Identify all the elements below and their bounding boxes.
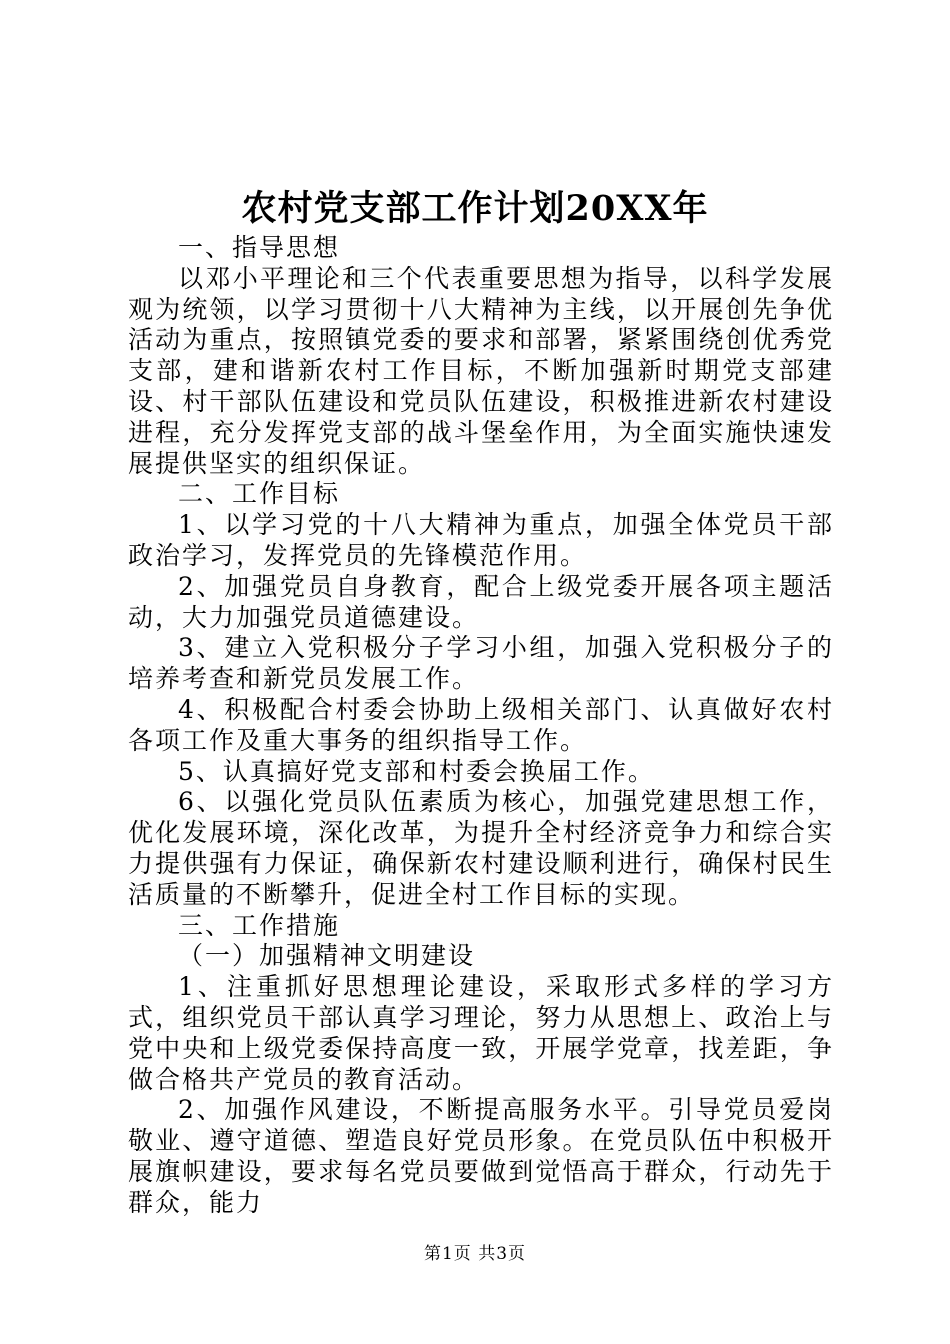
list-item: 6、以强化党员队伍素质为核心，加强党建思想工作，优化发展环境，深化改革，为提升全村经济竞争力和综合实力提供强有力保证，确保新农村建设顺利进行，确保村民生活质量的不断攀升，促进全村工作目标的实现。 bbox=[128, 787, 834, 909]
section-heading: 一、指导思想 bbox=[178, 233, 341, 262]
list-item: 3、建立入党积极分子学习小组，加强入党积极分子的培养考查和新党员发展工作。 bbox=[128, 633, 834, 694]
section-heading: 二、工作目标 bbox=[178, 479, 341, 509]
section-heading: 三、工作措施 bbox=[178, 910, 341, 940]
subsection-heading: （一）加强精神文明建设 bbox=[178, 941, 476, 971]
page-footer: 第1页 共3页 bbox=[423, 1244, 527, 1264]
paragraph: 以邓小平理论和三个代表重要思想为指导，以科学发展观为统领，以学习贯彻十八大精神为主线，以开展创先争优活动为重点，按照镇党委的要求和部署，紧紧围绕创优秀党支部，建和谐新农村工作目标，不断加强新时期党支部建设、村干部队伍建设和党员队伍建设，积极推进新农村建设进程，充分发挥党支部的战斗堡垒作用，为全面实施快速发展提供坚实的组织保证。 bbox=[128, 263, 834, 478]
list-item: 2、加强党员自身教育，配合上级党委开展各项主题活动，大力加强党员道德建设。 bbox=[128, 571, 834, 632]
list-item: 4、积极配合村委会协助上级相关部门、认真做好农村各项工作及重大事务的组织指导工作。 bbox=[128, 694, 834, 755]
document-title: 农村党支部工作计划20XX年 bbox=[241, 188, 709, 229]
list-item: 5、认真搞好党支部和村委会换届工作。 bbox=[178, 756, 655, 786]
list-item: 1、注重抓好思想理论建设，采取形式多样的学习方式，组织党员干部认真学习理论，努力从思想上、政治上与党中央和上级党委保持高度一致，开展学党章，找差距，争做合格共产党员的教育活动。 bbox=[128, 972, 834, 1094]
list-item: 2、加强作风建设，不断提高服务水平。引导党员爱岗敬业、遵守道德、塑造良好党员形象。在党员队伍中积极开展旗帜建设，要求每名党员要做到觉悟高于群众，行动先于群众，能力 bbox=[128, 1095, 834, 1217]
document-body bbox=[128, 233, 834, 1219]
list-item: 1、以学习党的十八大精神为重点，加强全体党员干部政治学习，发挥党员的先锋模范作用。 bbox=[128, 510, 834, 570]
